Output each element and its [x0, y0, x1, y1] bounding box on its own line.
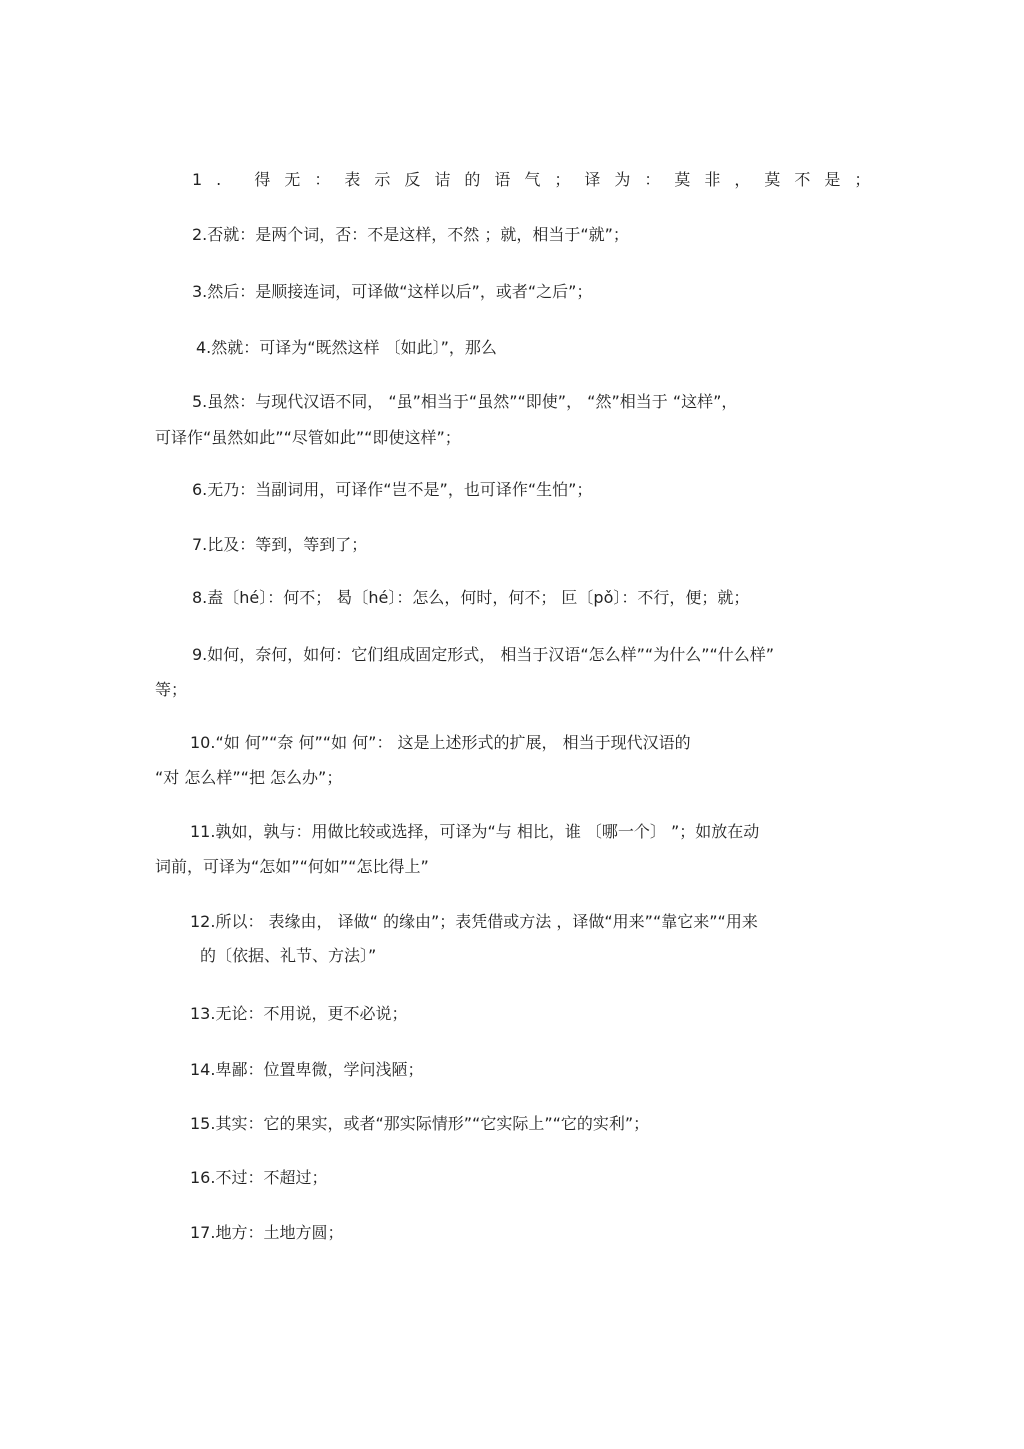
- entry-5-line-2: 可译作“虽然如此”“尽管如此”“即使这样”；: [155, 428, 461, 447]
- entry-16-line-1: 16.不过：不超过；: [190, 1168, 328, 1187]
- entry-9-line-1: 9.如何，奈何，如何：它们组成固定形式， 相当于汉语“怎么样”“为什么”“什么样”: [192, 645, 775, 664]
- entry-11-line-2: 词前，可译为“怎如”“何如”“怎比得上”: [155, 857, 429, 876]
- entry-13-line-1: 13.无论：不用说，更不必说；: [190, 1004, 408, 1023]
- entry-15-line-1: 15.其实：它的果实，或者“那实际情形”“它实际上”“它的实利”；: [190, 1114, 650, 1133]
- entry-12-line-1: 12.所以： 表缘由， 译做“ 的缘由”；表凭借或方法 ，译做“用来”“靠它来”“用来: [190, 912, 758, 931]
- entry-12-line-2: 的〔依据、礼节、方法〕”: [200, 946, 377, 965]
- entry-6-line-1: 6.无乃：当副词用，可译作“岂不是”，也可译作“生怕”；: [192, 480, 593, 499]
- entry-14-line-1: 14.卑鄙：位置卑微，学问浅陋；: [190, 1060, 424, 1079]
- entry-4-line-1: 4.然就：可译为“既然这样 〔如此〕”，那么: [196, 338, 497, 357]
- entry-10-line-1: 10.“如 何”“奈 何”“如 何”： 这是上述形式的扩展， 相当于现代汉语的: [190, 733, 691, 752]
- entry-17-line-1: 17.地方：土地方圆；: [190, 1223, 344, 1242]
- entry-2-line-1: 2.否就：是两个词，否：不是这样，不然 ；就，相当于“就”；: [192, 225, 629, 244]
- entry-10-line-2: “对 怎么样”“把 怎么办”；: [155, 768, 343, 787]
- entry-3-line-1: 3.然后：是顺接连词，可译做“这样以后”，或者“之后”；: [192, 282, 593, 301]
- entry-11-line-1: 11.孰如，孰与：用做比较或选择，可译为“与 相比，谁 〔哪一个〕 ”；如放在动: [190, 822, 760, 841]
- entry-1-line-1: 1. 得无：表示反诘的语气；译为：莫非，莫不是；: [192, 170, 885, 189]
- entry-9-line-2: 等；: [155, 680, 188, 699]
- entry-7-line-1: 7.比及：等到，等到了；: [192, 535, 368, 554]
- entry-8-line-1: 8.盍〔hé〕：何不； 曷〔hé〕：怎么，何时，何不； 叵〔pǒ〕：不行，便；就；: [192, 588, 750, 607]
- entry-5-line-1: 5.虽然：与现代汉语不同， “虽”相当于“虽然”“即使”， “然”相当于 “这样”，: [192, 392, 738, 411]
